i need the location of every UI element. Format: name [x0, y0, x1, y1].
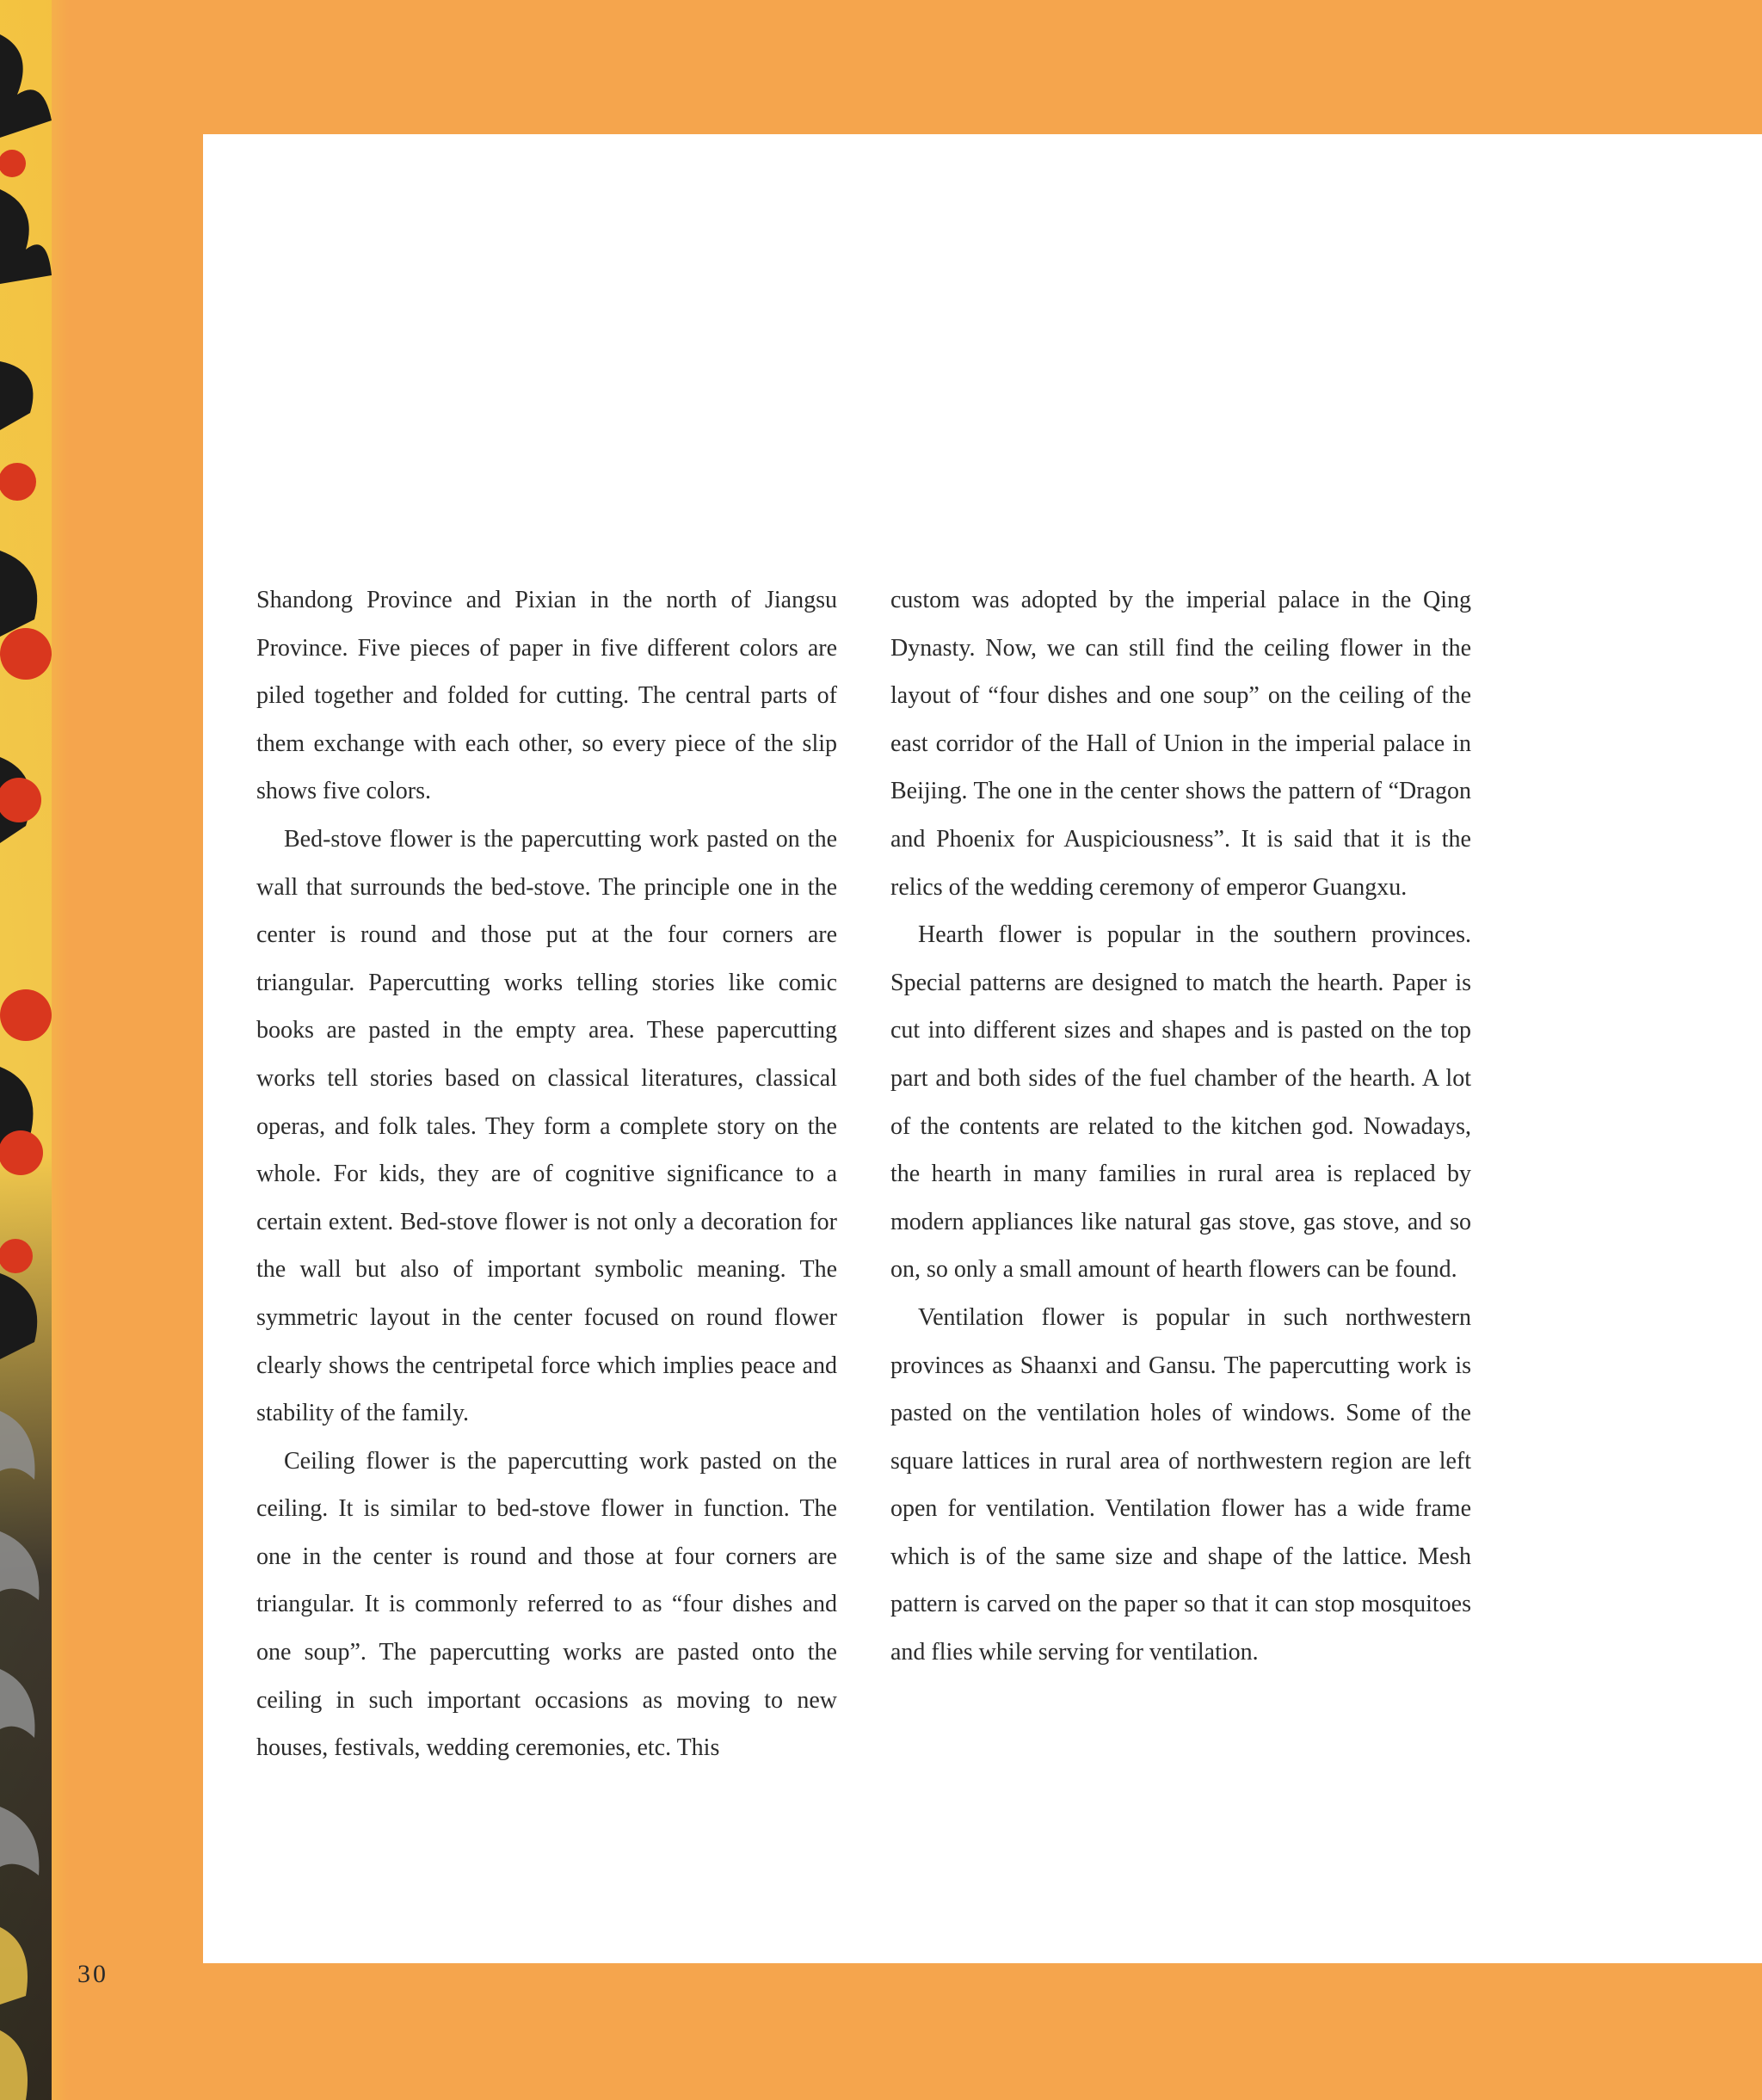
paragraph: Hearth flower is popular in the southern provinces. Special patterns are designed to match the hearth. Paper is cut into different sizes and shapes and is pasted on the top part and both sides of the fuel chamber of the hearth. A lot of the contents are related to the kitchen god. Nowadays, the hearth in many families in rural area is replaced by modern appliances like natural gas stove, gas stove, and so on, so only a small amount of hearth flowers can be found.: [890, 921, 1471, 1284]
left-text-column: [256, 576, 837, 1772]
paragraph: Shandong Province and Pixian in the north of Jiangsu Province. Five pieces of paper in five different colors are piled together and folded for cutting. The central parts of them exchange with each other, so every piece of the slip shows five colors.: [256, 587, 837, 805]
paragraph: Ventilation flower is popular in such northwestern provinces as Shaanxi and Gansu. The papercutting work is pasted on the ventilation holes of windows. Some of the square lattices in rural area of northwestern region are left open for ventilation. Ventilation flower has a wide frame which is of the same size and shape of the lattice. Mesh pattern is carved on the paper so that it can stop mosquitoes and flies while serving for ventilation.: [890, 1303, 1471, 1666]
right-text-column: [890, 576, 1471, 1677]
paragraph: Bed-stove flower is the papercutting work pasted on the wall that surrounds the bed-stove. The principle one in the center is round and those put at the four corners are triangular. Papercutting works telling stories like comic books are pasted in the empty area. These papercutting works tell stories based on classical literatures, classical operas, and folk tales. They form a complete story on the whole. For kids, they are of cognitive significance to a certain extent. Bed-stove flower is not only a decoration for the wall but also of important symbolic meaning. The symmetric layout in the center focused on round flower clearly shows the centripetal force which implies peace and stability of the family.: [256, 825, 837, 1427]
paragraph: Ceiling flower is the papercutting work pasted on the ceiling. It is similar to bed-stove flower in function. The one in the center is round and those at four corners are triangular. It is commonly referred to as “four dishes and one soup”. The papercutting works are pasted onto the ceiling in such important occasions as moving to new houses, festivals, wedding ceremonies, etc. This: [256, 1447, 837, 1762]
papercut-floral-icon: [0, 0, 69, 2100]
page-number: 30: [77, 1960, 108, 1988]
papercut-ornament-strip: [0, 0, 69, 2100]
paragraph: custom was adopted by the imperial palace in the Qing Dynasty. Now, we can still find the ceiling flower in the layout of “four dishes and one soup” on the ceiling of the east corridor of the Hall of Union in the imperial palace in Beijing. The one in the center shows the pattern of “Dragon and Phoenix for Auspiciousness”. It is said that it is the relics of the wedding ceremony of emperor Guangxu.: [890, 587, 1471, 901]
